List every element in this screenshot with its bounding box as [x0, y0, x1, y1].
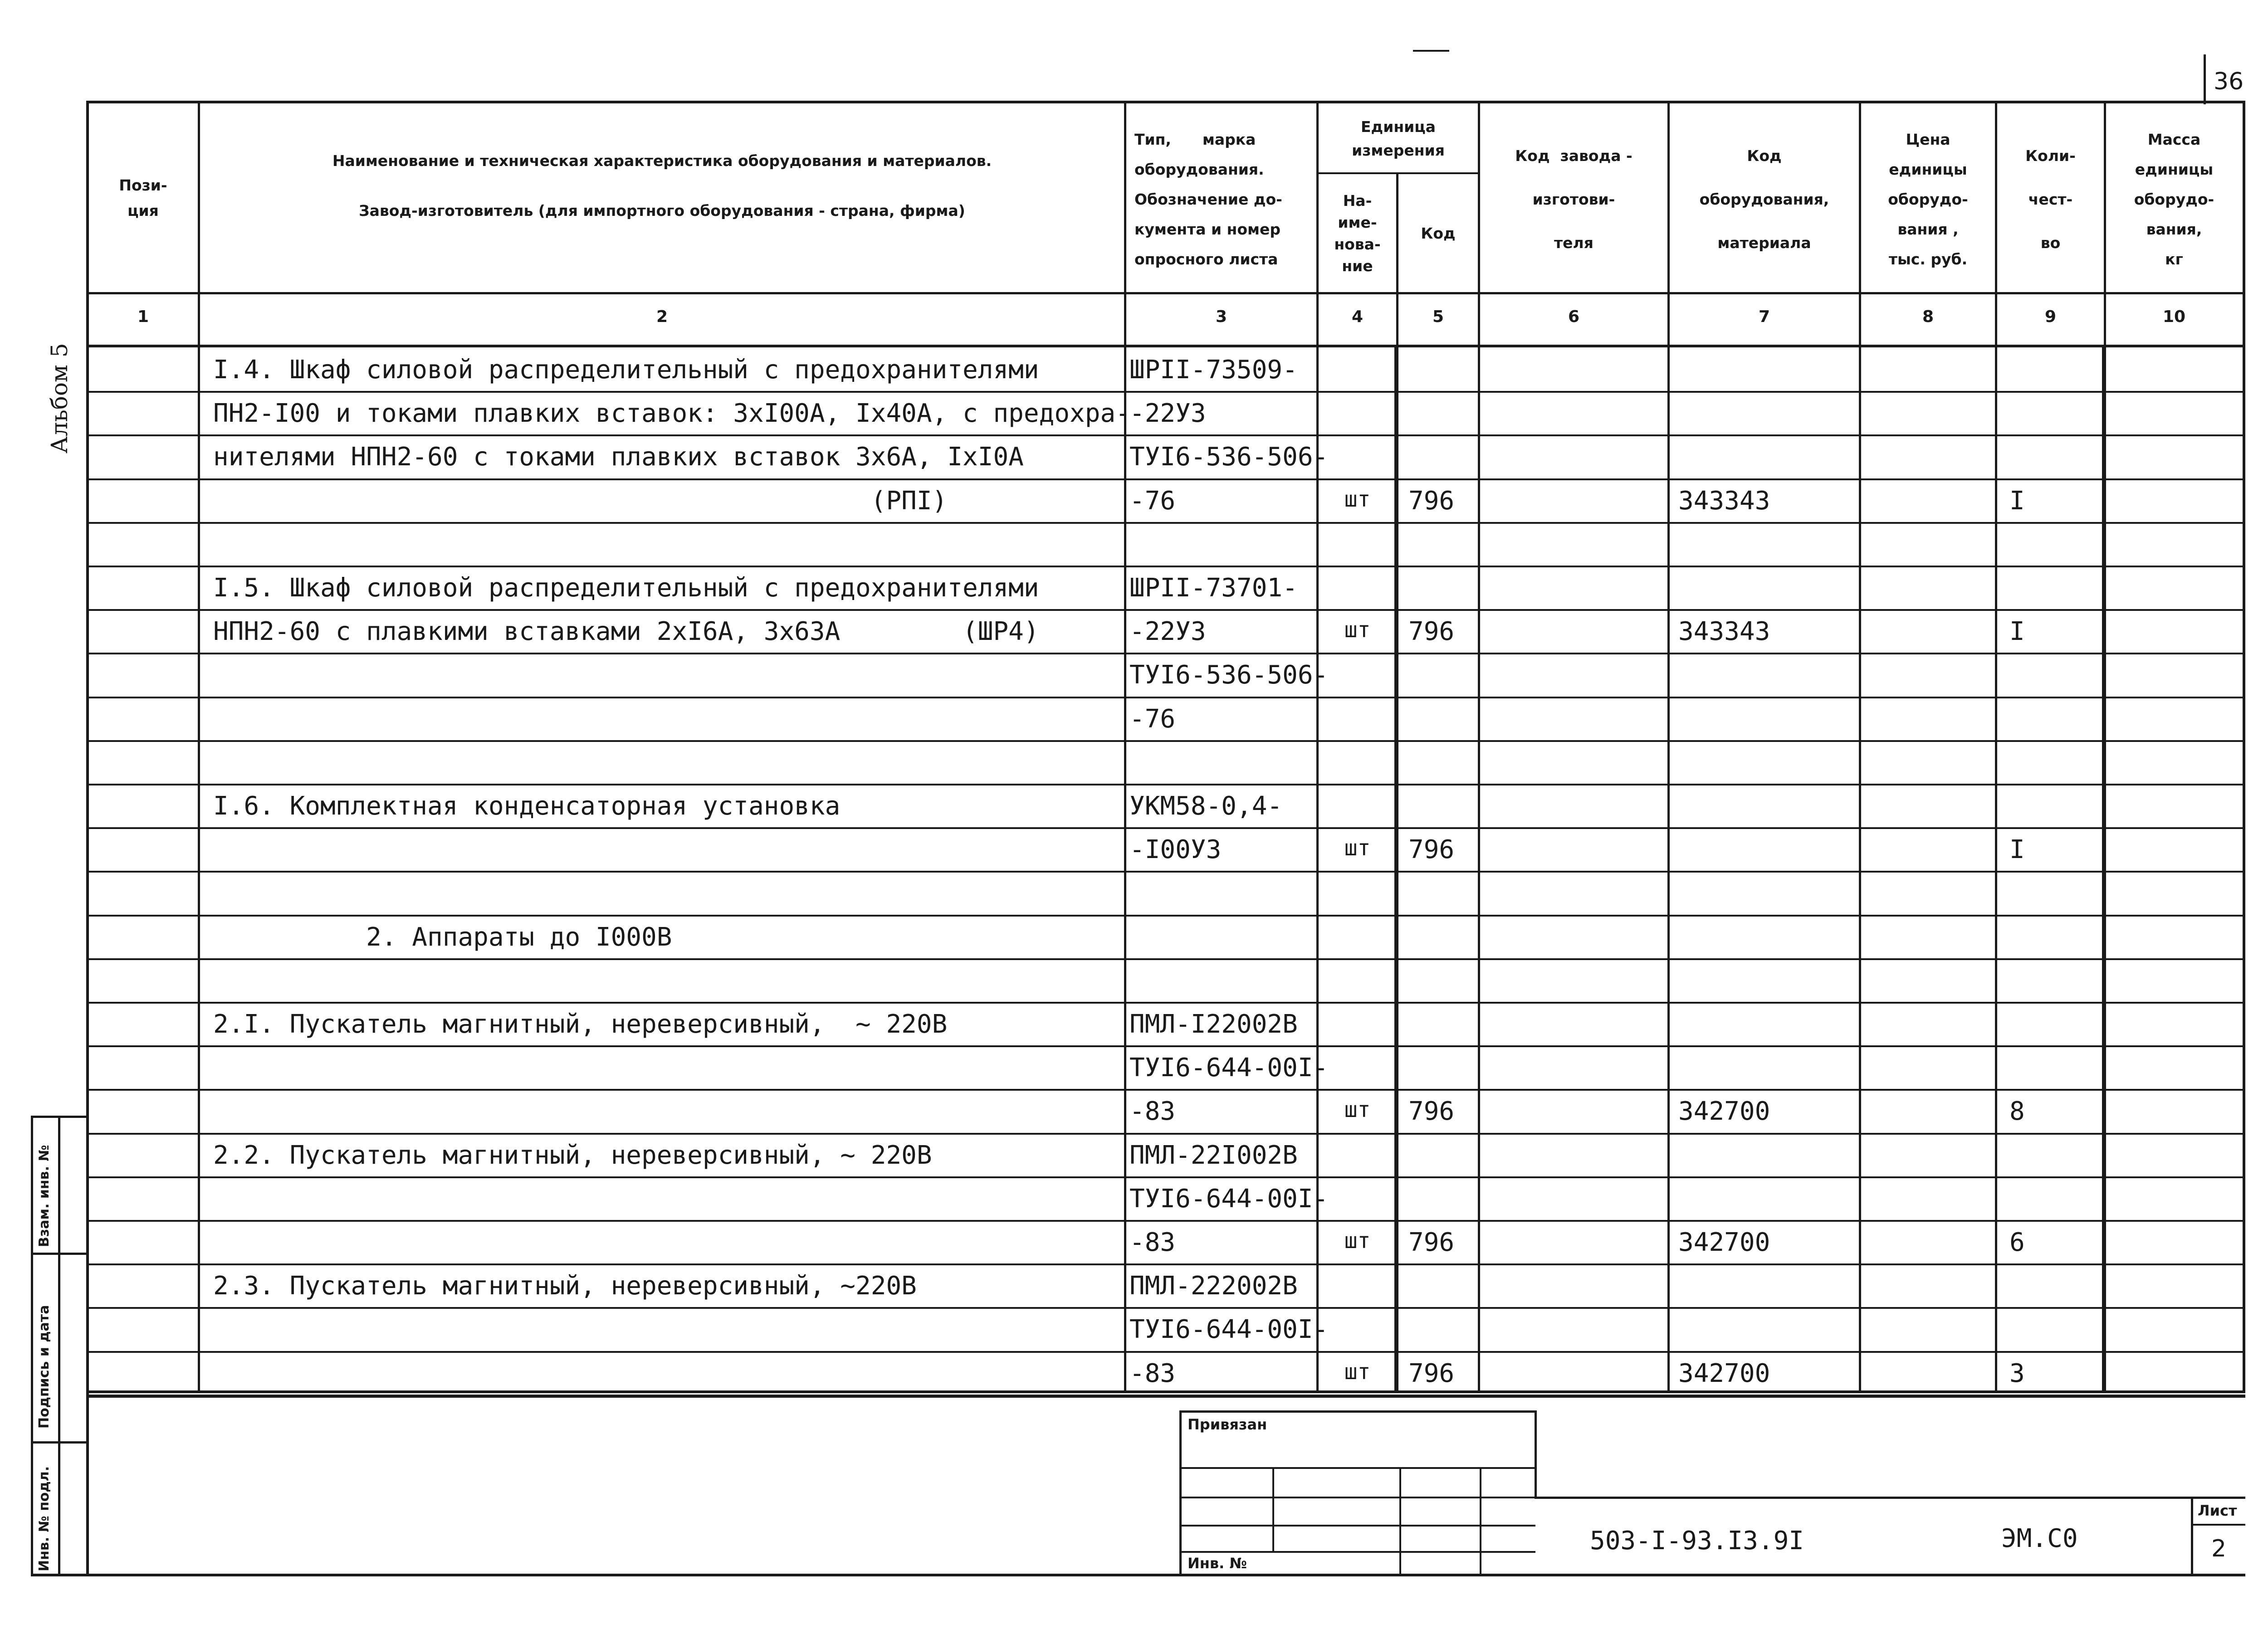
tb-main-top	[1535, 1497, 2245, 1499]
row-unit-cell: шт	[1344, 617, 1371, 643]
col-line-5	[1478, 101, 1480, 1393]
row-mat-cell: 343343	[1678, 617, 1770, 646]
row-type-cell: ПМЛ-222002В	[1129, 1271, 1298, 1301]
row-rule	[86, 871, 2245, 873]
header-unit-group: Единица измерения	[1352, 118, 1445, 159]
row-type-cell: ШРII-73509-	[1129, 355, 1298, 385]
unit-group-line	[1316, 172, 1478, 174]
row-mat-cell: 342700	[1678, 1359, 1770, 1388]
colnum-8: 8	[1922, 307, 1934, 326]
stamp-inv: Инв. № подл.	[36, 1466, 52, 1571]
header-unit-code: Код	[1421, 224, 1456, 242]
row-rule	[86, 566, 2245, 567]
header-name-line2: Завод-изготовитель (для импортного оборудования - страна, фирма)	[359, 202, 965, 219]
row-type-cell: ШРII-73701-	[1129, 573, 1298, 603]
row-code-cell: 796	[1408, 617, 1455, 646]
colnum-5: 5	[1432, 307, 1444, 326]
header-price: Цена единицы оборудо- вания , тыс. руб.	[1888, 131, 1968, 268]
stamp-frame-bottom	[31, 1574, 2245, 1576]
row-type-cell: ТУI6-644-00I-	[1129, 1053, 1329, 1083]
stamp-vzam: Взам. инв. №	[36, 1145, 52, 1247]
row-rule	[86, 1307, 2245, 1309]
colnum-bottom-line	[86, 345, 2245, 347]
top-dash	[1413, 50, 1449, 52]
header-quantity: Коли- чест- во	[2025, 147, 2076, 252]
row-rule	[86, 1002, 2245, 1004]
row-unit-cell: шт	[1344, 1359, 1371, 1385]
colnum-2: 2	[656, 307, 668, 326]
header-bottom-line	[86, 292, 2245, 294]
header-type: Тип, марка оборудования. Обозначение до- кумента и номер опросного листа	[1134, 131, 1282, 268]
row-type-cell: ТУI6-644-00I-	[1129, 1315, 1329, 1344]
stamp-divider-2	[31, 1441, 86, 1444]
row-code-cell: 796	[1408, 486, 1455, 516]
header-position: Пози- ция	[119, 176, 167, 219]
row-type-cell: -I00У3	[1129, 835, 1222, 864]
tb-doc-code: 503-I-93.I3.9I	[1590, 1526, 1804, 1556]
tb-row-4	[1179, 1551, 1535, 1553]
tb-row-3	[1179, 1525, 1535, 1527]
tb-sheet-mid	[2191, 1524, 2245, 1526]
row-mat-cell: 343343	[1678, 486, 1770, 516]
row-type-cell: -76	[1129, 704, 1176, 734]
row-name-cell: НПН2-60 с плавкими вставками 2хI6А, 3х63А (ШР4)	[213, 617, 1039, 646]
tb-col-1	[1272, 1467, 1274, 1551]
row-type-cell: -22У3	[1129, 617, 1206, 646]
colnum-10: 10	[2162, 307, 2186, 326]
row-rule	[86, 1045, 2245, 1047]
row-code-cell: 796	[1408, 1359, 1455, 1388]
tb-col-2	[1399, 1467, 1401, 1576]
row-rule	[86, 1220, 2245, 1222]
header-factory-code: Код завода - изготови- теля	[1515, 147, 1633, 252]
row-rule	[86, 740, 2245, 742]
row-rule	[86, 915, 2245, 917]
tb-privyazan: Привязан	[1188, 1416, 1267, 1433]
row-type-cell: ПМЛ-I22002В	[1129, 1010, 1298, 1039]
colnum-7: 7	[1758, 307, 1770, 326]
row-rule	[86, 697, 2245, 698]
row-rule	[86, 827, 2245, 829]
header-mass: Масса единицы оборудо- вания, кг	[2134, 131, 2214, 268]
row-mat-cell: 342700	[1678, 1097, 1770, 1126]
row-name-cell: (РПI)	[213, 486, 948, 516]
tb-sheet-no: 2	[2211, 1535, 2227, 1562]
row-type-cell: ТУI6-644-00I-	[1129, 1184, 1329, 1214]
row-type-cell: -83	[1129, 1097, 1176, 1126]
tb-col-3	[1480, 1467, 1481, 1576]
page-number-box-left	[2204, 54, 2206, 104]
col-line-1	[198, 101, 200, 1393]
row-type-cell: -83	[1129, 1228, 1176, 1257]
row-rule	[86, 391, 2245, 393]
row-name-cell: 2.3. Пускатель магнитный, нереверсивный, ~220В	[213, 1271, 917, 1301]
row-rule	[86, 784, 2245, 785]
tb-mark: ЭМ.С0	[2001, 1524, 2078, 1553]
col-line-2	[1124, 101, 1126, 1393]
row-qty-cell: 6	[2009, 1228, 2025, 1257]
row-name-cell: I.6. Комплектная конденсаторная установка	[213, 791, 841, 821]
row-rule	[86, 958, 2245, 960]
row-rule	[86, 1133, 2245, 1135]
colnum-6: 6	[1568, 307, 1580, 326]
colnum-4: 4	[1351, 307, 1364, 326]
row-rule	[86, 1395, 2245, 1398]
stamp-frame-top	[31, 1116, 86, 1118]
row-qty-cell: I	[2009, 617, 2025, 646]
row-type-cell: -83	[1129, 1359, 1176, 1388]
stamp-frame-mid	[58, 1116, 60, 1576]
row-code-cell: 796	[1408, 1097, 1455, 1126]
row-name-cell: ПН2-I00 и токами плавких вставок: 3хI00А, Iх40А, с предохра-	[213, 399, 1131, 428]
row-unit-cell: шт	[1344, 1097, 1371, 1122]
row-rule	[86, 1263, 2245, 1265]
row-rule	[86, 522, 2245, 524]
row-code-cell: 796	[1408, 1228, 1455, 1257]
tb-box-top	[1179, 1410, 1535, 1413]
colnum-9: 9	[2044, 307, 2057, 326]
tb-row-2	[1179, 1497, 1535, 1498]
page-number: 36	[2214, 68, 2244, 95]
tb-row-1	[1179, 1467, 1535, 1469]
row-rule	[86, 653, 2245, 654]
colnum-3: 3	[1215, 307, 1227, 326]
row-rule	[86, 1351, 2245, 1353]
row-qty-cell: I	[2009, 486, 2025, 516]
tb-inv-no: Инв. №	[1188, 1555, 1247, 1572]
tb-sheet-label: Лист	[2198, 1502, 2237, 1519]
row-name-cell: 2.2. Пускатель магнитный, нереверсивный, ~ 220В	[213, 1141, 932, 1170]
header-unit-name: На- име- нова- ние	[1334, 191, 1381, 275]
row-type-cell: ТУI6-536-506-	[1129, 660, 1329, 690]
row-rule	[86, 478, 2245, 480]
row-name-cell: нителями НПН2-60 с токами плавких вставок 3х6А, IхI0А	[213, 442, 1024, 472]
col-line-8	[1995, 101, 1997, 1393]
row-name-cell: 2.I. Пускатель магнитный, нереверсивный, ~ 220В	[213, 1010, 948, 1039]
stamp-frame-left	[31, 1116, 33, 1576]
row-name-cell: 2. Аппараты до I000В	[213, 922, 672, 952]
stamp-right-outer	[86, 1116, 89, 1576]
stamp-divider-1	[31, 1253, 86, 1255]
row-unit-cell: шт	[1344, 1228, 1371, 1254]
row-type-cell: ПМЛ-22I002В	[1129, 1141, 1298, 1170]
row-rule	[86, 609, 2245, 611]
tb-box-right	[1535, 1410, 1537, 1497]
row-type-cell: -76	[1129, 486, 1176, 516]
row-name-cell: I.5. Шкаф силовой распределительный с предохранителями	[213, 573, 1039, 603]
row-rule	[86, 434, 2245, 436]
stamp-podpis: Подпись и дата	[36, 1305, 52, 1429]
row-code-cell: 796	[1408, 835, 1455, 864]
row-type-cell: -22У3	[1129, 399, 1206, 428]
row-mat-cell: 342700	[1678, 1228, 1770, 1257]
row-unit-cell: шт	[1344, 487, 1371, 512]
row-qty-cell: 8	[2009, 1097, 2025, 1126]
row-qty-cell: 3	[2009, 1359, 2025, 1388]
header-name-line1: Наименование и техническая характеристика оборудования и материалов.	[332, 152, 992, 170]
header-material-code: Код оборудования, материала	[1699, 147, 1829, 252]
row-rule	[86, 1089, 2245, 1091]
row-rule	[86, 1176, 2245, 1178]
row-unit-cell: шт	[1344, 835, 1371, 861]
row-type-cell: УКМ58-0,4-	[1129, 791, 1283, 821]
tb-sheet-left	[2191, 1497, 2193, 1576]
col-line-7	[1859, 101, 1861, 1393]
row-qty-cell: I	[2009, 835, 2025, 864]
row-name-cell: I.4. Шкаф силовой распределительный с предохранителями	[213, 355, 1039, 385]
row-type-cell: ТУI6-536-506-	[1129, 442, 1329, 472]
inner-box-right	[2102, 346, 2106, 1393]
colnum-1: 1	[137, 307, 149, 326]
col-line-6	[1667, 101, 1670, 1393]
album-label: Альбом 5	[46, 343, 73, 454]
